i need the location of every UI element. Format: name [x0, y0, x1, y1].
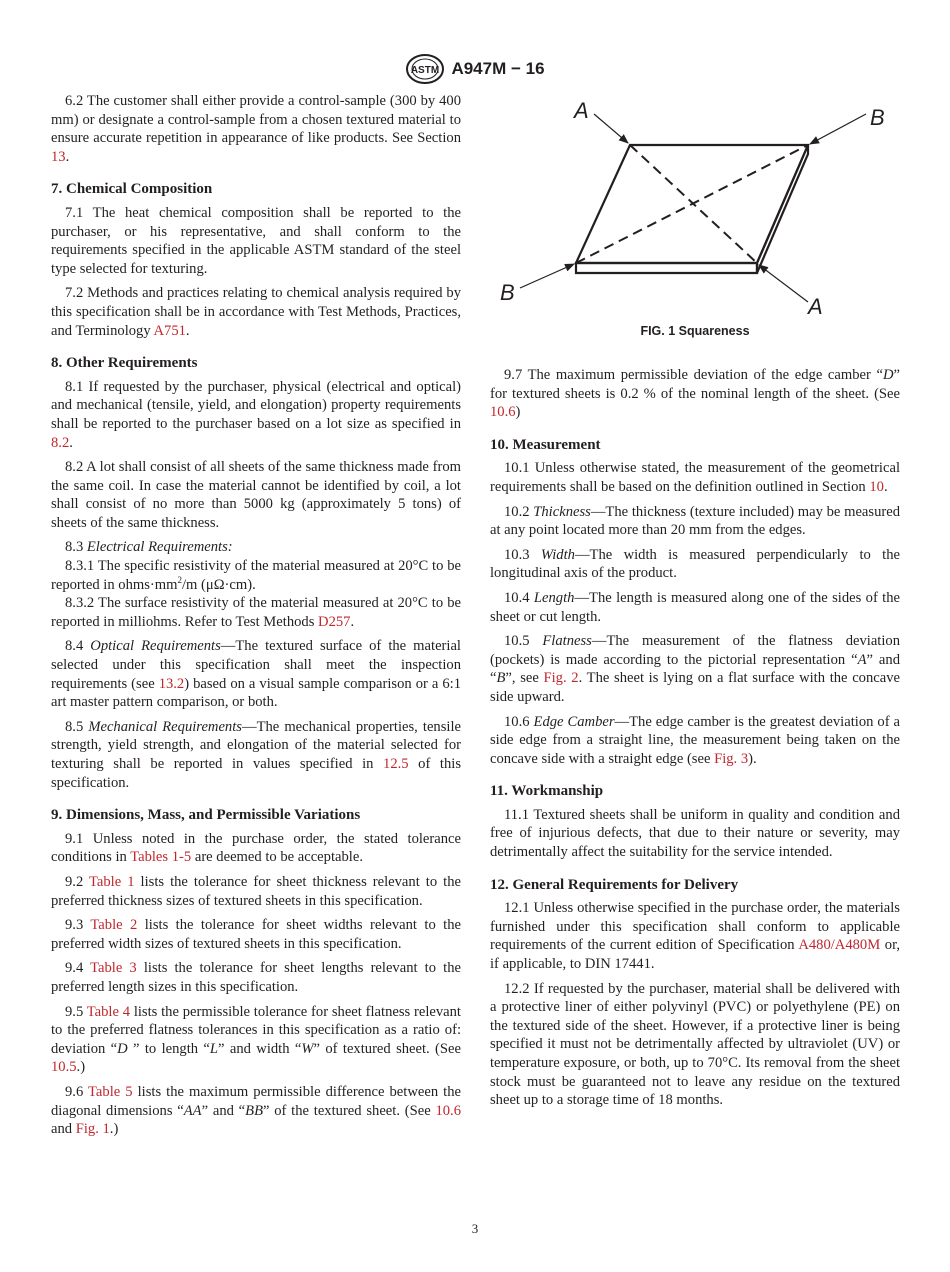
paragraph-9-3: 9.3 Table 2 lists the tolerance for sheet widths relevant to the preferred width sizes of textured sheets in this specification. — [51, 917, 461, 952]
paragraph-11-1: 11.1 Textured sheets shall be uniform in quality and condition and free of injurious defects, that due to their nature or severity, may detrimentally affect the suitability for the service intended. — [490, 806, 900, 861]
pointer-a-top — [594, 114, 628, 143]
paragraph-12-2: 12.2 If requested by the purchaser, material shall be delivered with a protective liner of either polyvinyl (PVC) or polyethylene (PE) on the textured side of the sheet. However, if a protective liner is being specified it must not be detrimentally affected by ultraviolet (UV) or temperature exposure, or both, up to 70°C. Its removal from the sheet stock must be guaranteed not to leave any residue on the textured sheet up to a storage time of 18 months. — [490, 980, 900, 1109]
fig-1-link[interactable]: Fig. 1 — [75, 1121, 110, 1138]
logo-text: ASTM — [411, 65, 440, 76]
paragraph-8-1: 8.1 If requested by the purchaser, physical (electrical and optical) and mechanical (tensile, yield, and elongation) property requirements shall be reported to the purchaser based on a lot size as specified in 8.2. — [51, 378, 461, 451]
paragraph-10-6: 10.6 Edge Camber—The edge camber is the greatest deviation of a side edge from a straight line, the measurement being taken on the concave side with a straight edge (see Fig. 3). — [490, 713, 901, 767]
paragraph-8-5: 8.5 Mechanical Requirements—The mechanical properties, tensile strength, yield strength, and elongation of the material selected for texturing shall be reported in values specified in 12.5 of this specification. — [51, 718, 461, 791]
paragraph-12-1: 12.1 Unless otherwise specified in the purchase order, the materials furnished under this specification shall conform to applicable requirements of the current edition of Specification A480/A480M or, if applicable, to DIN 17441. — [490, 900, 900, 973]
label-a-top: A — [574, 98, 589, 123]
section-10-5-link[interactable]: 10.5 — [51, 1059, 77, 1076]
paragraph-10-3: 10.3 Width—The width is measured perpendicularly to the longitudinal axis of the product. — [490, 546, 900, 582]
paragraph-10-5: 10.5 Flatness—The measurement of the flatness deviation (pockets) is made according to the pictorial representation “A” and “B”, see Fig. 2. The sheet is lying on a flat surface with the concave side upward. — [490, 633, 901, 705]
paragraph-10-4: 10.4 Length—The length is measured along one of the sides of the sheet or cut length. — [490, 589, 900, 625]
paragraph-9-2: 9.2 Table 1 lists the tolerance for sheet thickness relevant to the preferred thickness sizes of textured sheets in this specification. — [51, 873, 461, 909]
page-header — [0, 52, 950, 86]
heading-9: 9. Dimensions, Mass, and Permissible Variations — [51, 807, 361, 824]
label-b-bottom: B — [500, 280, 515, 305]
diagonal-bb — [576, 145, 808, 263]
paragraph-8-4: 8.4 Optical Requirements—The textured surface of the material selected under this specification shall meet the inspection requirements (see 13.2) based on a visual sample comparison or a 6:1 art master pattern comparison, or both. — [51, 638, 461, 711]
pointer-b-top — [810, 114, 866, 144]
sheet-edge-front — [576, 263, 757, 273]
section-8-2-link[interactable]: 8.2 — [51, 434, 70, 451]
label-a-bottom: A — [808, 294, 823, 319]
paragraph-8-3-1: 8.3.1 The specific resistivity of the material measured at 20°C to be reported in $ohms\cdot mm^2/m$ (μΩ·cm). — [51, 558, 461, 593]
paragraph-6-2: 6.2 The customer shall either provide a control-sample (300 by 400 mm) or designate a control-sample from a chosen textured material to ensure accurate repetition in appearance of like products. See Section 13. — [51, 93, 461, 165]
table-2-link[interactable]: Table 2 — [90, 917, 138, 934]
section-10-6-link[interactable]: 10.6 — [435, 1102, 461, 1119]
heading-10: 10. Measurement — [490, 436, 601, 453]
table-3-link[interactable]: Table 3 — [90, 960, 137, 977]
a480-link[interactable]: A480/A480M — [798, 937, 881, 954]
table-5-link[interactable]: Table 5 — [88, 1083, 133, 1100]
label-b-top: B — [870, 105, 885, 130]
paragraph-7-1: 7.1 The heat chemical composition shall be reported to the purchaser, or his representative, and shall conform to the requirements specified in the applicable ASTM standard of the steel type selected for texturing. — [51, 204, 461, 277]
paragraph-9-6: 9.6 Table 5 lists the maximum permissible difference between the diagonal dimensions “AA” and “BB” of the textured sheet. (See 10.6 and Fig. 1.) — [51, 1083, 461, 1138]
heading-11: 11. Workmanship — [490, 783, 604, 800]
fig-3-link[interactable]: Fig. 3 — [714, 750, 749, 767]
page-number: 3 — [471, 1221, 479, 1236]
paragraph-9-5: 9.5 Table 4 lists the permissible tolerance for sheet flatness relevant to the preferred flatness tolerances in this specification as a ratio of: deviation “D ” to length “L” and width “W” of textured sheet. (See 10.5.) — [51, 1003, 461, 1076]
pointer-b-bottom — [520, 264, 574, 288]
figure-caption: FIG. 1 Squareness — [640, 324, 750, 338]
paragraph-9-7: 9.7 The maximum permissible deviation of the edge camber “D” for textured sheets is 0.2 % of the nominal length of the sheet. (See 10.6) — [490, 367, 900, 421]
d257-link[interactable]: D257 — [318, 613, 351, 630]
fig-2-link[interactable]: Fig. 2 — [543, 670, 579, 687]
paragraph-8-2: 8.2 A lot shall consist of all sheets of the same thickness made from the same coil. In case the material cannot be identified by coil, a lot shall consist of no more than 5000 kg (approximately 5 tons) of sheets of the same thickness. — [51, 459, 461, 531]
section-12-5-link[interactable]: 12.5 — [383, 756, 409, 772]
paragraph-8-3-2: 8.3.2 The surface resistivity of the material measured at 20°C to be reported in milliohms. Refer to Test Methods D257. — [51, 595, 461, 630]
sheet-edge-right — [757, 145, 808, 273]
paragraph-7-2: 7.2 Methods and practices relating to chemical analysis required by this specification shall be in accordance with Test Methods, Practices, and Terminology A751. — [51, 285, 461, 339]
heading-7: 7. Chemical Composition — [51, 181, 213, 198]
paragraph-9-4: 9.4 Table 3 lists the tolerance for sheet lengths relevant to the preferred length sizes in this specification. — [51, 960, 461, 995]
tables-1-5-link[interactable]: Tables 1-5 — [130, 849, 192, 866]
figure-1-squareness — [490, 92, 900, 347]
astm-logo-icon — [405, 53, 445, 85]
left-column — [51, 92, 461, 1145]
table-4-link[interactable]: Table 4 — [86, 1003, 131, 1020]
section-10-link[interactable]: 10 — [869, 478, 884, 495]
paragraph-8-3: 8.3 Electrical Requirements: — [65, 539, 233, 556]
pointer-a-bottom — [759, 265, 808, 302]
section-10-6-link-2[interactable]: 10.6 — [490, 404, 516, 421]
squareness-diagram — [490, 92, 900, 322]
document-id: A947M − 16 — [451, 59, 545, 78]
paragraph-10-1: 10.1 Unless otherwise stated, the measurement of the geometrical requirements shall be based on the definition outlined in Section 10. — [490, 460, 900, 495]
table-1-link[interactable]: Table 1 — [89, 873, 135, 890]
section-13-link[interactable]: 13 — [51, 148, 66, 165]
paragraph-9-1: 9.1 Unless noted in the purchase order, the stated tolerance conditions in Tables 1-5 are deemed to be acceptable. — [51, 830, 461, 866]
heading-8: 8. Other Requirements — [51, 355, 198, 372]
a751-link[interactable]: A751 — [153, 322, 186, 339]
section-13-2-link[interactable]: 13.2 — [158, 675, 185, 692]
paragraph-10-2: 10.2 Thickness—The thickness (texture included) may be measured at any point located more than 20 mm from the edges. — [490, 503, 901, 539]
right-column — [490, 366, 900, 1116]
heading-12: 12. General Requirements for Delivery — [490, 876, 739, 893]
